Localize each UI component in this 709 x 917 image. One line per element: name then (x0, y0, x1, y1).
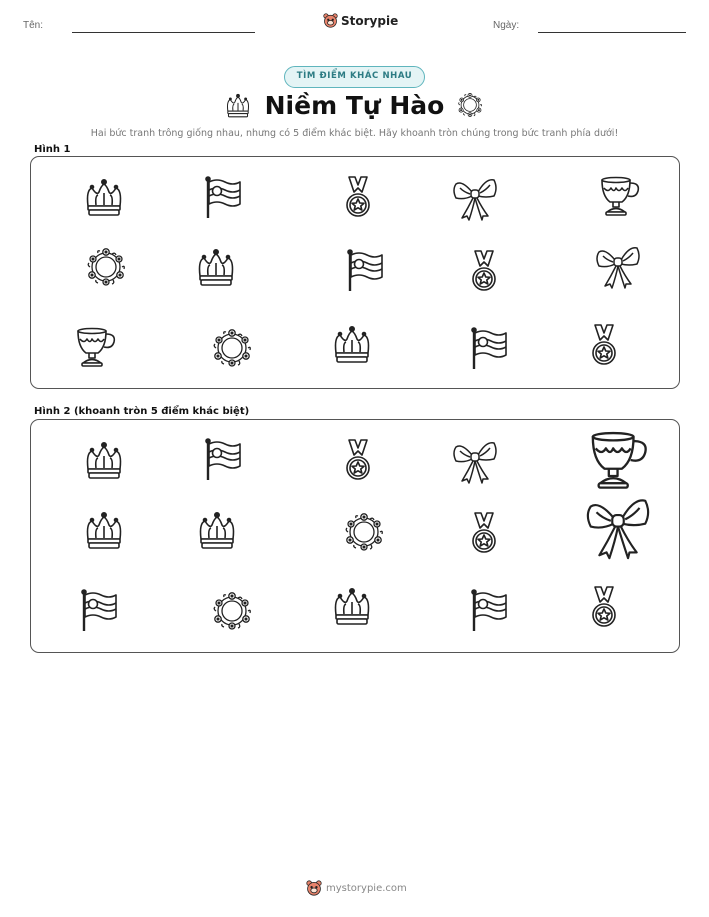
panel-2-label: Hình 2 (khoanh tròn 5 điểm khác biệt) (34, 406, 250, 417)
flag-icon[interactable] (203, 175, 243, 219)
picture-panel-2 (30, 419, 680, 653)
cup-icon[interactable] (74, 325, 118, 369)
medal-icon[interactable] (468, 249, 500, 293)
activity-badge: TÌM ĐIỂM KHÁC NHAU (284, 66, 425, 88)
brand-logo (323, 13, 398, 28)
bear-icon (306, 880, 322, 896)
picture-panel-1 (30, 156, 680, 389)
flag-icon[interactable] (469, 326, 509, 370)
medal-icon[interactable] (588, 323, 620, 367)
bow-icon[interactable] (452, 439, 498, 485)
wreath-icon[interactable] (342, 510, 386, 554)
bow-icon[interactable] (585, 495, 651, 561)
brand-name: Storypie (341, 13, 399, 28)
wreath-icon[interactable] (210, 589, 254, 633)
bow-icon[interactable] (452, 176, 498, 222)
instructions: Hai bức tranh trông giống nhau, nhưng có 5 điểm khác biệt. Hãy khoanh tròn chúng trong bức tranh phía dưới! (90, 128, 619, 139)
footer-url[interactable]: mystorypie.com (326, 882, 407, 894)
date-line[interactable] (538, 32, 686, 33)
wreath-icon[interactable] (84, 245, 128, 289)
crown-icon[interactable] (194, 248, 238, 288)
date-label: Ngày: (493, 20, 520, 31)
medal-icon[interactable] (342, 175, 374, 219)
crown-icon[interactable] (330, 325, 374, 365)
page-title: Niềm Tự Hào (264, 91, 445, 120)
cup-icon[interactable] (598, 174, 642, 218)
flag-icon[interactable] (203, 437, 243, 481)
panel-1-label: Hình 1 (34, 144, 71, 155)
medal-icon[interactable] (342, 438, 374, 482)
name-label: Tên: (23, 20, 44, 31)
medal-icon[interactable] (588, 585, 620, 629)
crown-icon[interactable] (82, 441, 126, 481)
crown-icon[interactable] (195, 511, 239, 551)
cup-icon[interactable] (587, 428, 651, 492)
footer (306, 880, 407, 896)
flag-icon[interactable] (345, 248, 385, 292)
crown-icon[interactable] (82, 178, 126, 218)
bow-icon[interactable] (595, 244, 641, 290)
medal-icon[interactable] (468, 511, 500, 555)
flag-icon[interactable] (469, 588, 509, 632)
flag-icon[interactable] (79, 588, 119, 632)
crown-icon[interactable] (330, 587, 374, 627)
name-line[interactable] (72, 32, 255, 33)
wreath-icon (456, 91, 484, 119)
bear-icon (323, 13, 338, 28)
crown-icon[interactable] (82, 511, 126, 551)
wreath-icon[interactable] (210, 326, 254, 370)
